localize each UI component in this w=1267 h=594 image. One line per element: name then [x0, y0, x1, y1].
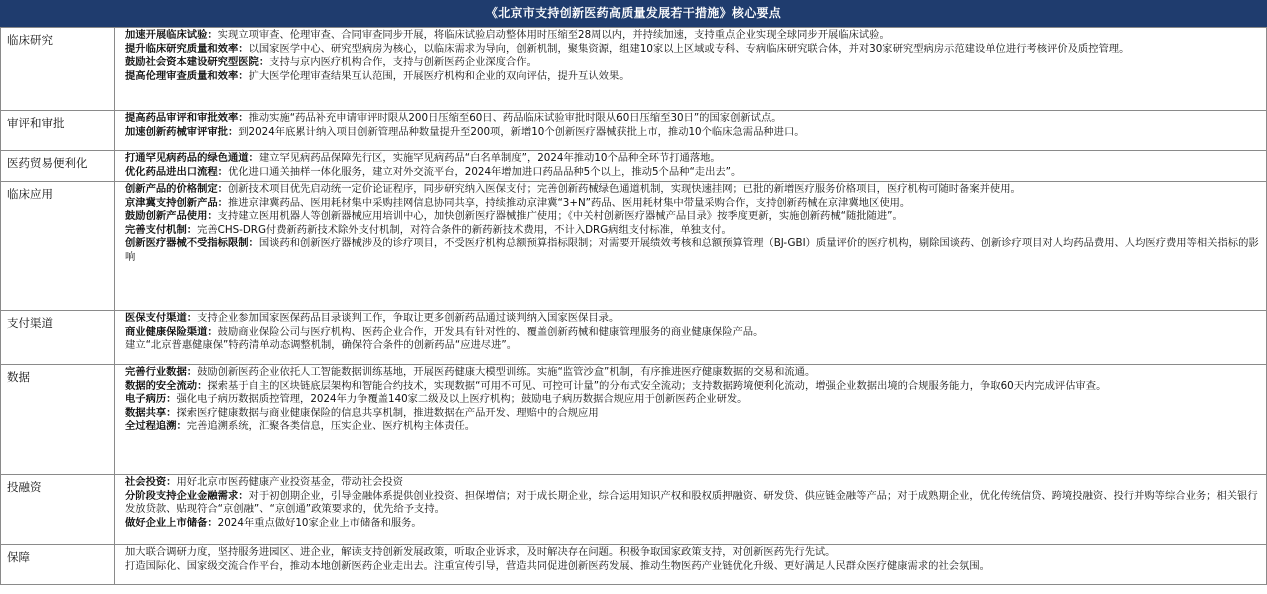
- measures-cell: [115, 151, 1267, 182]
- measure-item: [125, 183, 1262, 197]
- policy-row: [1, 545, 1267, 585]
- measure-text: 用好北京市医药健康产业投资基金，带动社会投资: [176, 476, 404, 488]
- measures-cell: [115, 475, 1267, 545]
- measure-title: 全过程追溯：: [125, 420, 187, 432]
- measure-text: 建立罕见病药品保障先行区，实施罕见病药品“白名单制度”，2024年推动10个品种全环节打通落地。: [258, 152, 721, 164]
- measure-item: [125, 380, 1262, 394]
- measure-title: 数据的安全流动：: [125, 379, 208, 392]
- measure-text: 鼓励商业保险公司与医疗机构、医药企业合作，开发具有针对性的、覆盖创新药械和健康管理服务的商业健康保险产品。: [217, 325, 764, 338]
- measure-item: [125, 152, 1262, 166]
- measure-title: 电子病历：: [125, 393, 177, 405]
- measure-text: 对于初创期企业，引导金融体系提供创业投资、担保增信；对于成长期企业，综合运用知识产权和股权质押融资、研发贷、供应链金融等产品；对于成熟期企业，优化传统信贷、跨境投融资、投行并购等综合业务；相关银行发放贷款、贴现符合“京创融”、“京创通”政策要求的，优先给予支持。: [125, 489, 1258, 515]
- measure-title: 京津冀支持创新产品：: [125, 196, 228, 209]
- measure-item: [125, 70, 1262, 84]
- measure-text: 鼓励创新医药企业依托人工智能数据训练基地，开展医药健康大模型训练。实施“监管沙盒”机制，有序推进医疗健康数据的交易和流通。: [197, 366, 816, 378]
- measure-title: 分阶段支持企业金融需求：: [125, 489, 249, 502]
- measure-text: 推进京津冀药品、医用耗材集中采购挂网信息协同共享，持续推动京津冀“3+N”药品、医用耗材集中带量采购合作，支持创新药械在京津冀地区使用。: [227, 196, 911, 209]
- category-cell: 数据: [1, 365, 115, 475]
- measure-title: 提升临床研究质量和效率：: [125, 42, 249, 55]
- measure-title: 鼓励社会资本建设研究型医院：: [125, 56, 270, 68]
- measure-text: 探索医疗健康数据与商业健康保险的信息共享机制，推进数据在产品开发、理赔中的合规应用: [176, 406, 599, 419]
- measure-item: [125, 43, 1262, 57]
- policy-row: [1, 151, 1267, 182]
- measure-text: 国谈药和创新医疗器械涉及的诊疗项目，不受医疗机构总额预算指标限制；对需要开展绩效考核和总额预算管理（BJ-GBI）质量评价的医疗机构，剔除国谈药、创新诊疗项目对人均药品费用、人均医疗费用等相关指标的影响: [125, 237, 1259, 263]
- measure-item: [125, 56, 1262, 70]
- measure-title: 数据共享：: [125, 406, 177, 419]
- measure-item: [125, 237, 1262, 264]
- measures-cell: [115, 111, 1267, 151]
- measure-item: [125, 224, 1262, 238]
- measure-title: 提高伦理审查质量和效率：: [125, 69, 249, 82]
- measure-item: [125, 312, 1262, 326]
- category-cell: 临床研究: [1, 28, 115, 111]
- policy-row: [1, 365, 1267, 475]
- category-cell: 医药贸易便利化: [1, 151, 115, 182]
- measure-text: 实现立项审查、伦理审查、合同审查同步开展，将临床试验启动整体用时压缩至28周以内，并持续加速，支持重点企业实现全球同步开展临床试验。: [217, 29, 890, 41]
- measure-title: 打通罕见病药品的绿色通道：: [125, 152, 259, 164]
- measures-cell: [115, 311, 1267, 365]
- measure-title: 创新医疗器械不受指标限制：: [125, 237, 259, 249]
- measure-item: [125, 210, 1262, 224]
- measure-text: 探索基于自主的区块链底层架构和智能合约技术，实现数据“可用不可见、可控可计量”的分布式安全流动；支持数据跨境便利化流动，增强企业数据出境的合规服务能力，争取60天内完成评估审查。: [207, 379, 1107, 392]
- measure-text: 以国家医学中心、研究型病房为核心，以临床需求为导向，创新机制，聚集资源，组建10家以上区域或专科、专病临床研究联合体，并对30家研究型病房示范建设单位进行考核评价及质控管理。: [248, 42, 1130, 55]
- measure-item: [125, 476, 1262, 490]
- measure-text: 支持与京内医疗机构合作，支持与创新医药企业深度合作。: [269, 56, 537, 68]
- policy-row: [1, 475, 1267, 545]
- measure-text: 完善CHS-DRG付费新药新技术除外支付机制，对符合条件的新药新技术费用，不计入DRG病组支付标准，单独支付。: [197, 223, 732, 236]
- measure-item: [125, 420, 1262, 434]
- measure-title: 加速开展临床试验：: [125, 29, 218, 41]
- measure-text: 加大联合调研力度，坚持服务进园区、进企业，解读支持创新发展政策，听取企业诉求，及时解决存在问题。积极争取国家政策支持，对创新医药先行先试。: [125, 546, 836, 558]
- category-cell: 保障: [1, 545, 115, 585]
- measure-text: 2024年重点做好10家企业上市储备和服务。: [217, 516, 422, 529]
- category-cell: 审评和审批: [1, 111, 115, 151]
- measure-text: 建立“北京普惠健康保”特药清单动态调整机制，确保符合条件的创新药品“应进尽进”。: [125, 339, 518, 351]
- measures-cell: [115, 365, 1267, 475]
- measure-text: 创新技术项目优先启动统一定价论证程序，同步研究纳入医保支付；完善创新药械绿色通道机制，实现快速挂网；已批的新增医疗服务价格项目，医疗机构可随时备案并使用。: [227, 183, 1021, 195]
- measure-title: 鼓励创新产品使用：: [125, 210, 218, 222]
- category-cell: 投融资: [1, 475, 115, 545]
- policy-row: [1, 111, 1267, 151]
- measure-item: [125, 393, 1262, 407]
- measure-item: [125, 546, 1262, 560]
- measure-title: 加速创新药械审评审批：: [125, 125, 239, 138]
- measure-text: 推动实施“药品补充申请审评时限从200日压缩至60日、药品临床试验审批时限从60日压缩至30日”的国家创新试点。: [248, 112, 782, 124]
- measure-title: 创新产品的价格制定：: [125, 183, 228, 195]
- policy-table-body: [1, 28, 1267, 585]
- measure-item: [125, 490, 1262, 517]
- category-cell: 临床应用: [1, 182, 115, 311]
- measure-item: [125, 366, 1262, 380]
- measure-text: 到2024年底累计纳入项目创新管理品种数量提升至200项，新增10个创新医疗器械获批上市，推动10个临床急需品种进口。: [238, 125, 805, 138]
- measure-text: 支持建立医用机器人等创新器械应用培训中心，加快创新医疗器械推广使用；《中关村创新医疗器械产品目录》按季度更新，实施创新药械“随批随进”。: [217, 210, 903, 222]
- measure-title: 社会投资：: [125, 476, 177, 488]
- measures-cell: [115, 28, 1267, 111]
- measure-item: [125, 326, 1262, 340]
- measure-text: 支持企业参加国家医保药品目录谈判工作，争取让更多创新药品通过谈判纳入国家医保目录。: [197, 312, 620, 324]
- measure-text: 扩大医学伦理审查结果互认范围，开展医疗机构和企业的双向评估，提升互认效果。: [248, 69, 630, 82]
- policy-row: [1, 311, 1267, 365]
- measures-cell: [115, 545, 1267, 585]
- measure-text: 完善追溯系统，汇聚各类信息，压实企业、医疗机构主体责任。: [186, 420, 476, 432]
- measure-item: [125, 339, 1262, 353]
- measure-text: 强化电子病历数据质控管理，2024年力争覆盖140家二级及以上医疗机构；鼓励电子病历数据合规应用于创新医药企业研发。: [176, 393, 748, 405]
- measures-cell: [115, 182, 1267, 311]
- measure-item: [125, 166, 1262, 180]
- measure-title: 优化药品进出口流程：: [125, 165, 228, 178]
- policy-table: [0, 27, 1267, 585]
- measure-item: [125, 29, 1262, 43]
- measure-item: [125, 126, 1262, 140]
- measure-item: [125, 560, 1262, 574]
- measure-title: 做好企业上市储备：: [125, 516, 218, 529]
- measure-text: 优化进口通关抽样一体化服务，建立对外交流平台，2024年增加进口药品品种5个以上，推动5个品种“走出去”。: [227, 165, 742, 178]
- measure-item: [125, 112, 1262, 126]
- measure-title: 完善行业数据：: [125, 366, 198, 378]
- policy-row: [1, 182, 1267, 311]
- measure-item: [125, 197, 1262, 211]
- category-cell: 支付渠道: [1, 311, 115, 365]
- measure-title: 完善支付机制：: [125, 223, 198, 236]
- measure-item: [125, 517, 1262, 531]
- measure-title: 提高药品审评和审批效率：: [125, 112, 249, 124]
- policy-row: [1, 28, 1267, 111]
- measure-title: 医保支付渠道：: [125, 312, 198, 324]
- measure-text: 打造国际化、国家级交流合作平台，推动本地创新医药企业走出去。注重宣传引导，营造共同促进创新医药发展、推动生物医药产业链优化升级、更好满足人民群众医疗健康需求的社会氛围。: [125, 559, 990, 572]
- table-title: 《北京市支持创新医药高质量发展若干措施》核心要点: [0, 0, 1267, 27]
- measure-title: 商业健康保险渠道：: [125, 325, 218, 338]
- measure-item: [125, 407, 1262, 421]
